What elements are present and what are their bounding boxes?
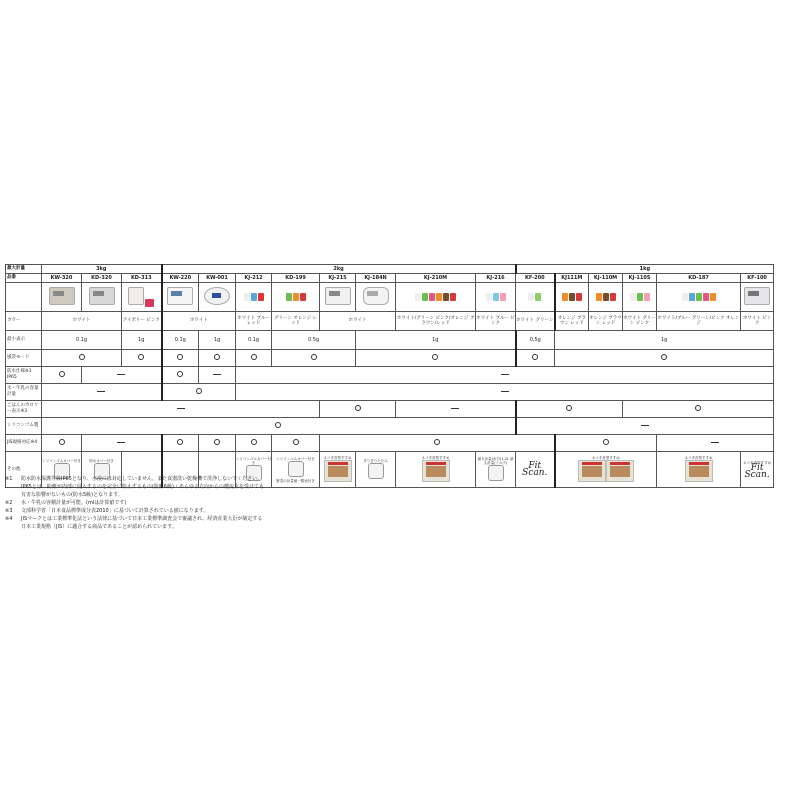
row-label-calorie: ごはんのカロリー表示※3 — [6, 401, 42, 418]
color-value: ホワイト/グリーン ピンク/オレンジ ブラウン/レッド — [396, 312, 476, 331]
row-label-other: その他 — [6, 452, 42, 488]
other-note: 野菜の計量値一覧表付き — [276, 478, 315, 483]
other-note: ネコ手首型すすめ — [591, 455, 620, 460]
scale-image — [122, 283, 162, 312]
min-value: 1g — [356, 331, 516, 350]
row-label-color: カラー — [6, 312, 42, 331]
row-label-tare: 風袋モード — [6, 350, 42, 367]
dash-mark — [117, 442, 125, 443]
other-note: 防水カバー付き — [89, 458, 114, 463]
circle-mark — [661, 354, 667, 360]
color-value: ホワイト — [162, 312, 236, 331]
circle-mark — [434, 439, 440, 445]
scale-image — [236, 283, 272, 312]
footnote-text: JISマークとは工業標準化法という法律に基づいて日本工業標準調査会で審議され、経済産業大臣が制定する — [21, 516, 263, 522]
scale-image — [356, 283, 396, 312]
footnote-mark: ※4 — [5, 516, 13, 522]
color-value: ホワイト — [320, 312, 396, 331]
footnote — [5, 499, 785, 507]
scale-image — [657, 283, 741, 312]
model-name: KJ-110S — [623, 274, 657, 283]
scale-image — [162, 283, 199, 312]
circle-mark — [293, 439, 299, 445]
min-value: 1g — [199, 331, 236, 350]
circle-mark — [177, 354, 183, 360]
circle-mark — [138, 354, 144, 360]
circle-mark — [251, 354, 257, 360]
model-name: KJ111M — [555, 274, 589, 283]
footnote-text: 水・牛乳の容積計量が可能。(mlは計算値です) — [21, 500, 127, 506]
color-value: ホワイト ブルー レッド — [236, 312, 272, 331]
model-name: KW-001 — [199, 274, 236, 283]
footnote-text: 有害な影響がないもの(防水5級)となります。 — [21, 492, 123, 498]
circle-mark — [355, 405, 361, 411]
other-note: シリコンゴムカバー付き — [276, 456, 315, 461]
other-note: シリコンゴムカバー付き — [42, 458, 81, 463]
comparison-table — [5, 264, 773, 488]
other-note: ぎりぎりたたみ — [363, 458, 388, 463]
dash-mark — [501, 374, 509, 375]
color-value: ホワイト グリーン — [516, 312, 555, 331]
footnote-text: IP65とは、粉塵が内部に侵入するのを完全に防止するもの(防塵6級)・あらゆる方向からの噴流水を受けても — [21, 484, 264, 490]
scale-image — [589, 283, 623, 312]
scale-image — [623, 283, 657, 312]
min-value: 1g — [122, 331, 162, 350]
row-label-jis: JIS規格対応※4 — [6, 435, 42, 452]
scale-image — [741, 283, 774, 312]
footnote-mark: ※1 — [5, 476, 13, 482]
other-note: ネコ手首型すすめ — [684, 455, 713, 460]
footnote — [5, 491, 785, 499]
group-2kg: 2kg — [162, 265, 516, 274]
model-name: KJ-110M — [589, 274, 623, 283]
dash-mark — [117, 374, 125, 375]
circle-mark — [532, 354, 538, 360]
model-name: KJ-212 — [236, 274, 272, 283]
dash-mark — [501, 391, 509, 392]
footnote — [5, 475, 785, 483]
min-value: 0.5g — [516, 331, 555, 350]
other-note: ネコ手首型すすめ — [421, 455, 450, 460]
color-value: ホワイト ブルー ピンク — [476, 312, 516, 331]
circle-mark — [251, 439, 257, 445]
fitscan-logo: Fit Scan. — [744, 462, 770, 480]
model-name: KJ-210M — [396, 274, 476, 283]
color-value: ホワイト/ブルー グリーン/ピンク オレンジ — [657, 312, 741, 331]
footnote — [5, 523, 785, 531]
color-value: グリーン オレンジ レッド — [272, 312, 320, 331]
model-name: KJ-216 — [476, 274, 516, 283]
scale-image — [272, 283, 320, 312]
circle-mark — [177, 371, 183, 377]
min-value: 0.5g — [272, 331, 356, 350]
model-name: KD-199 — [272, 274, 320, 283]
scale-image — [396, 283, 476, 312]
row-label-min: 最小表示 — [6, 331, 42, 350]
min-value: 0.1g — [162, 331, 199, 350]
circle-mark — [177, 439, 183, 445]
model-name: KD-313 — [122, 274, 162, 283]
other-note: ネコ手首型すすめ — [743, 460, 772, 465]
scale-image — [82, 283, 122, 312]
color-value: オレンジ ブラウン レッド — [555, 312, 589, 331]
circle-mark — [603, 439, 609, 445]
capacity-label: 最大計量 — [6, 265, 42, 274]
other-note: 最大計量(水分)1.2L 最大計量(ミルク) — [477, 456, 514, 465]
color-value: オレンジ ブラウン レッド — [589, 312, 623, 331]
footnote — [5, 507, 785, 515]
color-value: ホワイト — [42, 312, 122, 331]
model-name: KD-187 — [657, 274, 741, 283]
footnote — [5, 483, 785, 491]
row-label-waterproof: 防水仕様※1 IP65 — [6, 367, 42, 384]
dash-mark — [213, 374, 221, 375]
dash-mark — [97, 391, 105, 392]
scale-image — [476, 283, 516, 312]
model-name: KJ-184N — [356, 274, 396, 283]
circle-mark — [79, 354, 85, 360]
circle-mark — [59, 439, 65, 445]
group-1kg: 1kg — [516, 265, 774, 274]
scale-image — [199, 283, 236, 312]
color-value: ホワイト ピンク — [741, 312, 774, 331]
circle-mark — [214, 354, 220, 360]
dash-mark — [451, 408, 459, 409]
min-value: 1g — [555, 331, 774, 350]
row-label-silicone: シリコンゴム製 — [6, 418, 42, 435]
scale-image — [555, 283, 589, 312]
dash-mark — [711, 442, 719, 443]
product-label: 品番 — [6, 274, 42, 283]
circle-mark — [695, 405, 701, 411]
footnote — [5, 515, 785, 523]
row-label-ml: 水・牛乳の容量計量 — [6, 384, 42, 401]
model-name: KF-200 — [516, 274, 555, 283]
dash-mark — [641, 425, 649, 426]
footnote-mark: ※2 — [5, 500, 13, 506]
circle-mark — [432, 354, 438, 360]
group-3kg: 3kg — [42, 265, 162, 274]
other-note: シリコンゴムカバー付き — [236, 456, 271, 465]
min-value: 0.1g — [42, 331, 122, 350]
circle-mark — [59, 371, 65, 377]
circle-mark — [275, 422, 281, 428]
circle-mark — [566, 405, 572, 411]
scale-image — [320, 283, 356, 312]
model-name: KD-320 — [82, 274, 122, 283]
fitscan-logo: Fit Scan. — [522, 460, 548, 478]
scale-image — [516, 283, 555, 312]
footnote-text: 防水防水保護等級IP65となり、水没には対応していません。また食器洗い乾燥機で洗浄しないでください。 — [21, 476, 263, 482]
min-value: 0.1g — [236, 331, 272, 350]
model-name: KF-100 — [741, 274, 774, 283]
scale-image — [42, 283, 82, 312]
color-value: ホワイト グリーン ピンク — [623, 312, 657, 331]
footnote-text: 文部科学省「日本食品標準成分表2010」に基づいて計算されている値になります。 — [21, 508, 209, 514]
dash-mark — [177, 408, 185, 409]
other-note: ネコ手首型すすめ — [323, 455, 352, 460]
color-value: アイボリー ピンク — [122, 312, 162, 331]
footnote-mark: ※3 — [5, 508, 13, 514]
footnote-text: 日本工業規格（JIS）に適合する商品であることが認められています。 — [21, 524, 177, 530]
circle-mark — [214, 439, 220, 445]
model-name: KJ-215 — [320, 274, 356, 283]
circle-mark — [196, 388, 202, 394]
model-name: KW-320 — [42, 274, 82, 283]
circle-mark — [311, 354, 317, 360]
footnotes — [5, 475, 785, 531]
model-name: KW-220 — [162, 274, 199, 283]
